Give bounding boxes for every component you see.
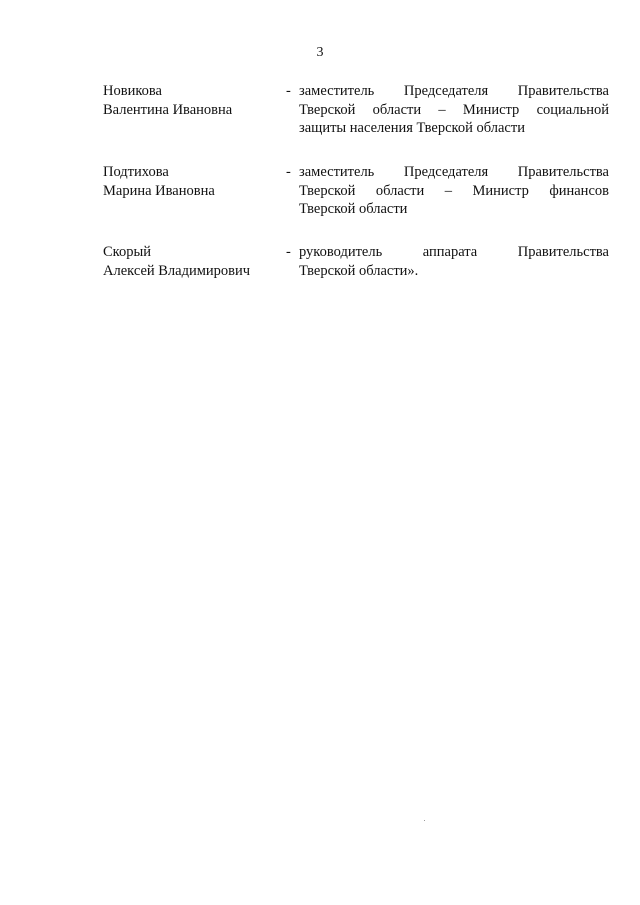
position-word: финансов [549, 182, 609, 199]
separator-dash: - [286, 164, 291, 180]
separator-dash: - [286, 83, 291, 99]
member-given-names: Валентина Ивановна [103, 101, 233, 118]
position-line [299, 82, 609, 101]
position-word: области [375, 182, 425, 199]
position-word: социальной [536, 101, 609, 118]
member-name [103, 243, 283, 280]
position-word: Министр [462, 101, 520, 118]
position-word: аппарата [422, 244, 478, 260]
position-word: Правительства [517, 164, 609, 180]
position-line [299, 262, 609, 281]
position-word: заместитель [299, 83, 375, 99]
scan-speck [424, 820, 425, 821]
position-line [299, 182, 609, 201]
member-position [299, 82, 609, 138]
position-line [299, 101, 609, 120]
position-word: Тверской области». [299, 262, 419, 279]
member-given-names: Алексей Владимирович [103, 262, 251, 279]
member-name [103, 163, 283, 200]
position-line [299, 163, 609, 182]
position-word: Правительства [517, 83, 609, 99]
member-position [299, 163, 609, 219]
member-surname: Скорый [103, 244, 151, 260]
position-word: Председателя [403, 164, 489, 180]
position-word: Тверской [299, 101, 356, 118]
position-line [299, 200, 609, 219]
position-word: Председателя [403, 83, 489, 99]
member-surname: Новикова [103, 83, 162, 99]
position-word: области [372, 101, 422, 118]
member-surname: Подтихова [103, 164, 169, 180]
position-word: защиты населения Тверской области [299, 120, 525, 136]
page-number: 3 [316, 45, 324, 60]
position-line [299, 243, 609, 262]
position-line [299, 119, 609, 138]
member-position [299, 243, 609, 280]
member-name [103, 82, 283, 119]
position-word: – [438, 101, 446, 118]
separator-dash: - [286, 244, 291, 260]
position-word: Тверской области [299, 201, 408, 217]
position-word: руководитель [299, 244, 383, 260]
position-word: заместитель [299, 164, 375, 180]
position-word: Тверской [299, 182, 356, 199]
position-word: Правительства [517, 244, 609, 260]
member-given-names: Марина Ивановна [103, 182, 215, 199]
position-word: Министр [472, 182, 529, 199]
position-word: – [444, 182, 453, 199]
